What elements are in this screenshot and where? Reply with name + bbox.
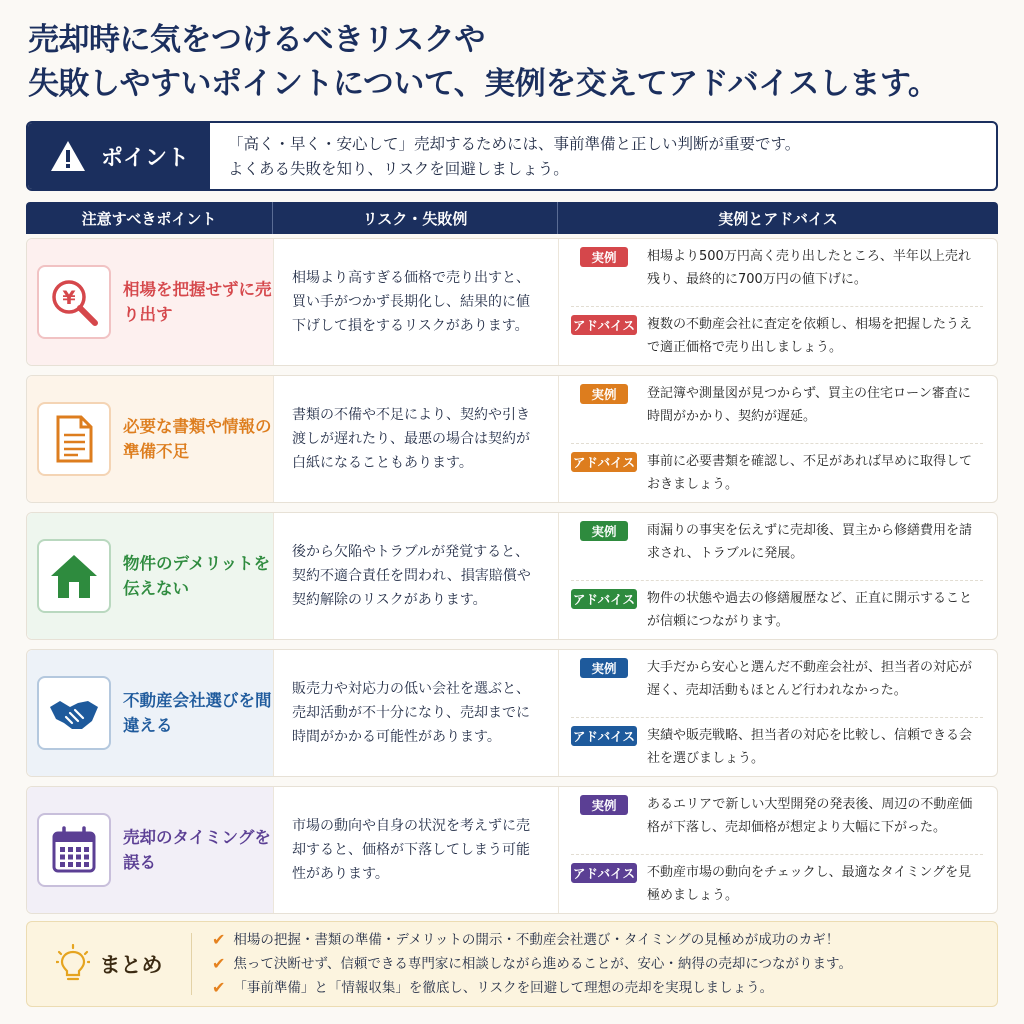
advice-item xyxy=(571,854,983,907)
document-icon xyxy=(37,402,111,476)
point-label: ポイント xyxy=(100,145,189,171)
summary-item xyxy=(212,928,852,952)
example-tag: 実例 xyxy=(580,521,628,541)
example-item xyxy=(571,793,983,839)
risk-text: 書類の不備や不足により、契約や引き渡しが遅れたり、最悪の場合は契約が白紙になることもあります。 xyxy=(292,407,530,471)
advice-cell xyxy=(559,513,997,639)
point-cell xyxy=(27,513,274,639)
yen-magnifier-icon xyxy=(37,265,111,339)
advice-item xyxy=(571,580,983,633)
warning-icon xyxy=(49,139,87,173)
page-title xyxy=(28,18,1008,106)
table-row xyxy=(26,375,998,503)
check-icon: ✔ xyxy=(212,954,226,973)
point-name: 必要な書類や情報の準備不足 xyxy=(123,417,272,461)
example-tag: 実例 xyxy=(580,658,628,678)
risk-cell xyxy=(274,376,559,502)
example-text: あるエリアで新しい大型開発の発表後、周辺の不動産価格が下落し、売却価格が想定より大幅に下がった。 xyxy=(647,797,973,835)
advice-item xyxy=(571,306,983,359)
lightbulb-icon xyxy=(56,944,90,984)
title-line-2: 失敗しやすいポイントについて、実例を交えてアドバイスします。 xyxy=(28,66,939,102)
example-tag: 実例 xyxy=(580,247,628,267)
advice-item xyxy=(571,717,983,770)
summary-list xyxy=(192,928,852,1000)
table-row xyxy=(26,649,998,777)
risk-text: 販売力や対応力の低い会社を選ぶと、売却活動が不十分になり、売却までに時間がかかる可能性があります。 xyxy=(292,681,530,745)
summary-item xyxy=(212,976,852,1000)
point-name: 売却のタイミングを誤る xyxy=(123,828,271,872)
point-text-line-1: 「高く・早く・安心して」売却するためには、事前準備と正しい判断が重要です。 xyxy=(228,135,801,153)
example-text: 登記簿や測量図が見つからず、買主の住宅ローン審査に時間がかかり、契約が遅延。 xyxy=(647,386,971,424)
example-item xyxy=(571,245,983,291)
summary-item xyxy=(212,952,852,976)
risk-text: 相場より高すぎる価格で売り出すと、買い手がつかず長期化し、結果的に値下げして損をするリスクがあります。 xyxy=(292,270,530,334)
advice-cell xyxy=(559,787,997,913)
table-row xyxy=(26,786,998,914)
risk-cell xyxy=(274,787,559,913)
header-risk: リスク・失敗例 xyxy=(273,202,558,234)
risk-text: 後から欠陥やトラブルが発覚すると、契約不適合責任を問われ、損害賠償や契約解除のリスクがあります。 xyxy=(292,544,531,608)
advice-text: 事前に必要書類を確認し、不足があれば早めに取得しておきましょう。 xyxy=(647,454,973,492)
advice-cell xyxy=(559,650,997,776)
risk-cell xyxy=(274,650,559,776)
risk-cell xyxy=(274,239,559,365)
summary-head xyxy=(27,933,192,995)
table-header xyxy=(26,202,998,234)
example-text: 相場より500万円高く売り出したところ、半年以上売れ残り、最終的に700万円の値下げに。 xyxy=(647,249,971,287)
example-item xyxy=(571,656,983,702)
example-item xyxy=(571,519,983,565)
check-icon: ✔ xyxy=(212,978,226,997)
check-icon: ✔ xyxy=(212,930,226,949)
example-text: 大手だから安心と選んだ不動産会社が、担当者の対応が遅く、売却活動もほとんど行われなかった。 xyxy=(647,660,973,698)
title-line-1: 売却時に気をつけるべきリスクや xyxy=(28,22,485,58)
example-text: 雨漏りの事実を伝えずに売却後、買主から修繕費用を請求され、トラブルに発展。 xyxy=(647,523,973,561)
advice-text: 複数の不動産会社に査定を依頼し、相場を把握したうえで適正価格で売り出しましょう。 xyxy=(647,317,973,355)
svg-text:¥: ¥ xyxy=(62,287,76,309)
advice-tag: アドバイス xyxy=(571,589,637,609)
header-advice: 実例とアドバイス xyxy=(718,209,838,228)
summary-item-text: 焦って決断せず、信頼できる専門家に相談しながら進めることが、安心・納得の売却につながります。 xyxy=(233,956,852,972)
advice-text: 実績や販売戦略、担当者の対応を比較し、信頼できる会社を選びましょう。 xyxy=(647,728,973,766)
table-row xyxy=(26,238,998,366)
advice-text: 物件の状態や過去の修繕履歴など、正直に開示することが信頼につながります。 xyxy=(647,591,973,629)
summary-item-text: 相場の把握・書類の準備・デメリットの開示・不動産会社選び・タイミングの見極めが成功のカギ！ xyxy=(233,932,840,948)
point-name: 相場を把握せずに売り出す xyxy=(123,280,272,324)
advice-tag: アドバイス xyxy=(571,863,637,883)
point-cell xyxy=(27,376,274,502)
table-row xyxy=(26,512,998,640)
risk-cell xyxy=(274,513,559,639)
summary-title: まとめ xyxy=(99,953,163,977)
summary-item-text: 「事前準備」と「情報収集」を徹底し、リスクを回避して理想の売却を実現しましょう。 xyxy=(233,980,774,996)
point-text xyxy=(210,123,818,189)
summary-box xyxy=(26,921,998,1007)
header-point: 注意すべきポイント xyxy=(26,202,273,234)
point-text-line-2: よくある失敗を知り、リスクを回避しましょう。 xyxy=(228,160,569,178)
house-icon xyxy=(37,539,111,613)
advice-tag: アドバイス xyxy=(571,315,637,335)
advice-item xyxy=(571,443,983,496)
point-cell xyxy=(27,239,274,365)
advice-cell xyxy=(559,376,997,502)
risk-text: 市場の動向や自身の状況を考えずに売却すると、価格が下落してしまう可能性があります。 xyxy=(292,818,530,882)
example-tag: 実例 xyxy=(580,795,628,815)
handshake-icon xyxy=(37,676,111,750)
advice-text: 不動産市場の動向をチェックし、最適なタイミングを見極めましょう。 xyxy=(647,865,972,903)
example-tag: 実例 xyxy=(580,384,628,404)
point-cell xyxy=(27,787,274,913)
advice-tag: アドバイス xyxy=(571,726,637,746)
point-label-panel xyxy=(28,123,210,189)
point-box xyxy=(26,121,998,191)
example-item xyxy=(571,382,983,428)
advice-cell xyxy=(559,239,997,365)
advice-tag: アドバイス xyxy=(571,452,637,472)
point-name: 不動産会社選びを間違える xyxy=(123,691,272,735)
point-name: 物件のデメリットを伝えない xyxy=(123,554,271,598)
point-cell xyxy=(27,650,274,776)
calendar-icon xyxy=(37,813,111,887)
